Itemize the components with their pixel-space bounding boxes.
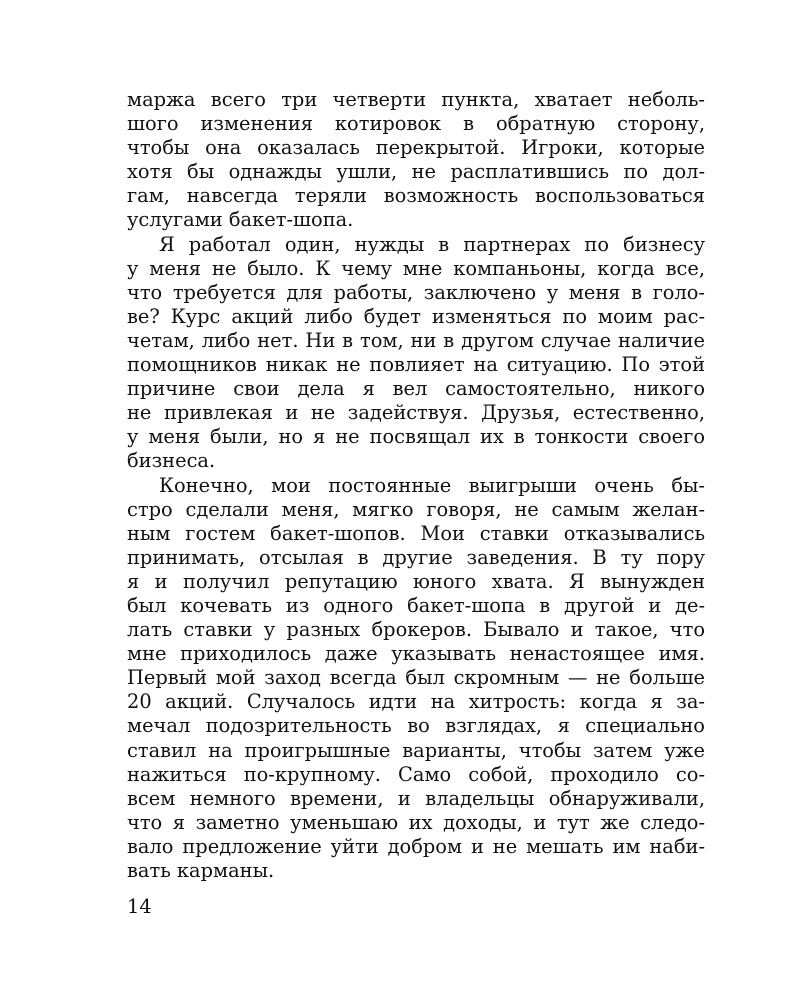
text-line: вало предложение уйти добром и не мешать им наби- <box>127 834 705 858</box>
text-line: бизнеса. <box>127 449 216 473</box>
text-line: у меня были, но я не посвящал их в тонкости своего <box>127 425 705 449</box>
text-line: мне приходилось даже указывать ненастоящее имя. <box>127 642 705 666</box>
text-line: всем немного времени, и владельцы обнаруживали, <box>127 786 705 810</box>
text-line: ным гостем бакет-шопов. Мои ставки отказывались <box>127 521 705 545</box>
text-line: я и получил репутацию юного хвата. Я вынужден <box>127 569 705 593</box>
text-line: лать ставки у разных брокеров. Бывало и такое, что <box>127 618 705 642</box>
paragraph <box>127 233 705 474</box>
text-line: четам, либо нет. Ни в том, ни в другом случае наличие <box>127 328 705 352</box>
text-line: стро сделали меня, мягко говоря, не самым желан- <box>127 497 705 521</box>
text-line: причине свои дела я вел самостоятельно, никого <box>127 377 705 401</box>
text-line: что я заметно уменьшаю их доходы, и тут же следо- <box>127 810 705 834</box>
page-number: 14 <box>127 895 152 918</box>
text-line: ве? Курс акций либо будет изменяться по моим рас- <box>127 304 705 328</box>
text-line: мечал подозрительность во взглядах, я специально <box>127 714 705 738</box>
text-line: вать карманы. <box>127 859 275 882</box>
text-line: помощников никак не повлияет на ситуацию. По этой <box>127 353 705 377</box>
text-line: маржа всего три четверти пункта, хватает неболь- <box>127 88 705 111</box>
text-line: Первый мой заход всегда был скромным — не больше <box>127 666 705 690</box>
text-line: 20 акций. Случалось идти на хитрость: когда я за- <box>127 690 705 714</box>
text-line: был кочевать из одного бакет-шопа в другой и де- <box>127 593 705 617</box>
text-line: принимать, отсылая в другие заведения. В ту пору <box>127 545 705 569</box>
text-line: шого изменения котировок в обратную сторону, <box>127 112 705 136</box>
text-line: хотя бы однажды ушли, не расплатившись по дол- <box>127 160 705 184</box>
text-line: Я работал один, нужды в партнерах по бизнесу <box>159 232 705 256</box>
text-line: что требуется для работы, заключено у меня в голо- <box>127 280 705 304</box>
text-line: не привлекая и не задействуя. Друзья, естественно, <box>127 401 705 425</box>
paragraph <box>127 474 705 884</box>
body-text <box>127 88 705 883</box>
paragraph <box>127 88 705 233</box>
text-line: у меня не было. К чему мне компаньоны, когда все, <box>127 256 705 280</box>
text-line: гам, навсегда теряли возможность воспользоваться <box>127 184 705 208</box>
text-line: ставил на проигрышные варианты, чтобы затем уже <box>127 738 705 762</box>
text-line: Конечно, мои постоянные выигрыши очень бы- <box>159 473 705 497</box>
text-line: услугами бакет-шопа. <box>127 208 354 232</box>
text-line: нажиться по-крупному. Само собой, проходило со- <box>127 762 705 786</box>
text-line: чтобы она оказалась перекрытой. Игроки, которые <box>127 136 705 160</box>
